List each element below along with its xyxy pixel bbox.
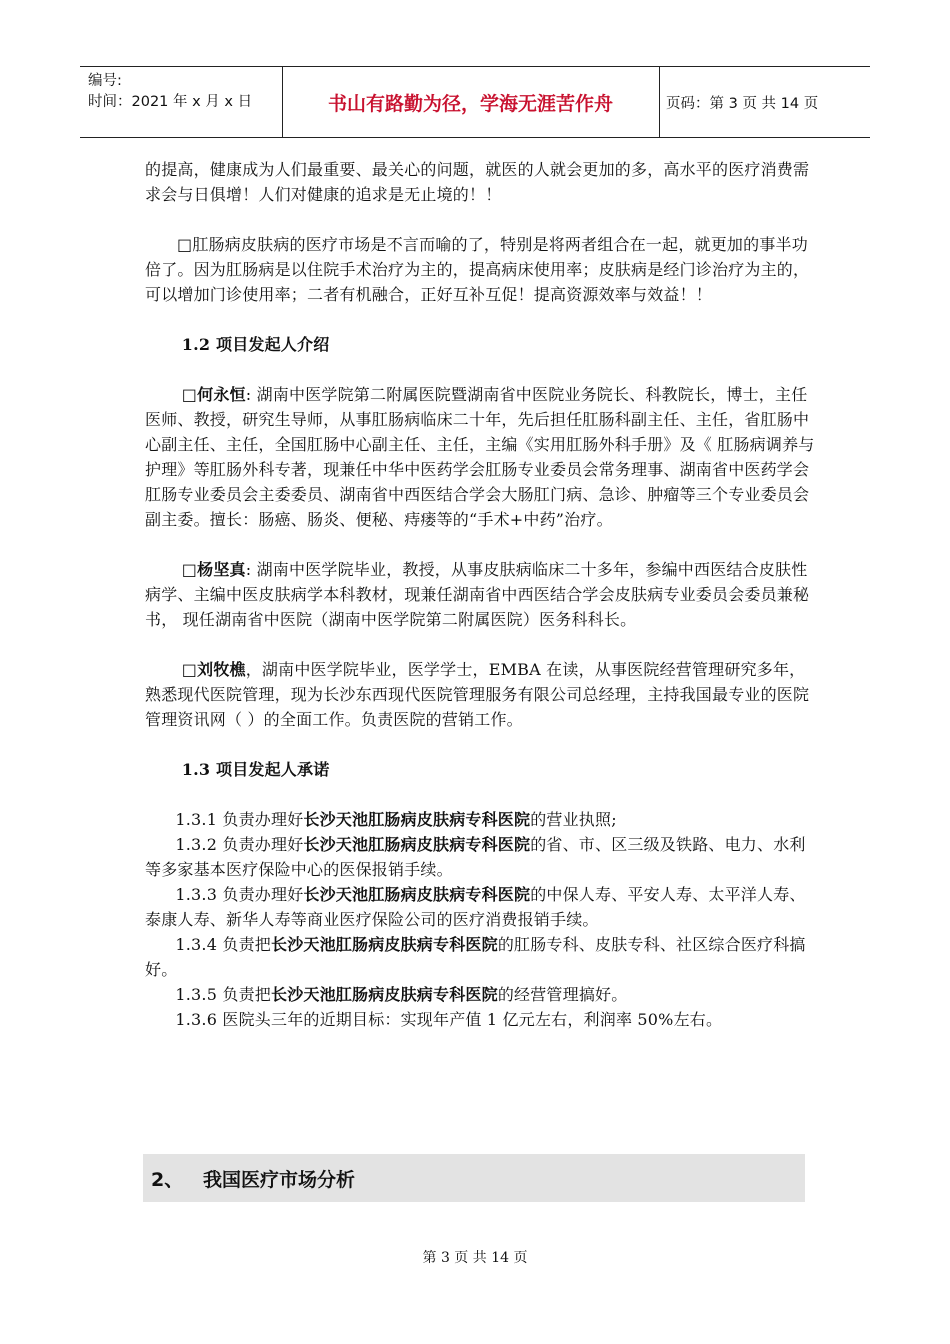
commitment-item: 1.3.2 负责办理好长沙天池肛肠病皮肤病专科医院的省、市、区三级及铁路、电力、水利等多家基本医疗保险中心的医保报销手续。 [145, 835, 806, 879]
section-heading-1-3: 1.3 项目发起人承诺 [181, 760, 330, 779]
header-motto: 书山有路勤为径，学海无涯苦作舟 [327, 92, 613, 115]
commitment-item: 1.3.1 负责办理好长沙天池肛肠病皮肤病专科医院的营业执照; [175, 810, 617, 829]
hospital-name: 长沙天池肛肠病皮肤病专科医院 [303, 810, 531, 829]
bio-name: □杨坚真 [181, 560, 246, 579]
page-header [80, 66, 870, 138]
commitment-item: 1.3.4 负责把长沙天池肛肠病皮肤病专科医院的肛肠专科、皮肤专科、社区综合医疗科搞好。 [145, 935, 806, 979]
bio-yang-jianzhen [145, 557, 815, 632]
section-title: 我国医疗市场分析 [203, 1168, 356, 1191]
header-time-label: 时间：2021 年 x 月 x 日 [88, 94, 253, 110]
bio-text: : 湖南中医学院第二附属医院暨湖南省中医院业务院长、科教院长，博士，主任医师、教授，研究生导师，从事肛肠病临床二十年，先后担任肛肠科副主任、主任，省肛肠中心副主任、主任，全国肛肠中心副主任、主任，主编《实用肛肠外科手册》及《 肛肠病调养与护理》等肛肠外科专著，现兼任中华中医药学会肛肠专业委员会常务理事、湖南省中医药学会肛肠专业委员会主委委员、湖南省中西医结合学会大肠肛门病、急诊、肿瘤等三个专业委员会副主委。擅长：肠癌、肠炎、便秘、痔瘘等的“手术+中药”治疗。 [145, 385, 815, 529]
header-divider [659, 67, 660, 137]
bio-name: □何永恒 [181, 385, 246, 404]
commitment-item: 1.3.3 负责办理好长沙天池肛肠病皮肤病专科医院的中保人寿、平安人寿、太平洋人寿、泰康人寿、新华人寿等商业医疗保险公司的医疗消费报销手续。 [145, 885, 806, 929]
hospital-name: 长沙天池肛肠病皮肤病专科医院 [271, 985, 498, 1004]
paragraph-health-demand: 的提高，健康成为人们最重要、最关心的问题，就医的人就会更加的多，高水平的医疗消费需求会与日俱增！人们对健康的追求是无止境的！！ [145, 160, 810, 204]
commitment-item: 1.3.5 负责把长沙天池肛肠病皮肤病专科医院的经营管理搞好。 [175, 985, 628, 1004]
bio-text: ，湖南中医学院毕业，医学学士，EMBA 在读，从事医院经营管理研究多年，熟悉现代医院管理，现为长沙东西现代医院管理服务有限公司总经理，主持我国最专业的医院管理资讯网（ ）的全面工作。负责医院的营销工作。 [145, 660, 810, 729]
bio-name: □刘牧樵 [181, 660, 246, 679]
paragraph-market: □肛肠病皮肤病的医疗市场是不言而喻的了，特别是将两者组合在一起，就更加的事半功倍了。因为肛肠病是以住院手术治疗为主的，提高病床使用率；皮肤病是经门诊治疗为主的，可以增加门诊使用率；二者有机融合，正好互补互促！提高资源效率与效益！！ [145, 235, 810, 304]
header-meta [88, 71, 252, 113]
bio-text: : 湖南中医学院毕业，教授，从事皮肤病临床二十多年，参编中西医结合皮肤性病学、主编中医皮肤病学本科教材，现兼任湖南省中西医结合学会皮肤病专业委员会委员兼秘书， 现任湖南省中医院（湖南中医学院第二附属医院）医务科科长。 [145, 560, 810, 629]
header-id-label: 编号: [88, 73, 122, 89]
section-heading-1-2: 1.2 项目发起人介绍 [181, 335, 330, 354]
document-body [145, 157, 815, 1032]
hospital-name: 长沙天池肛肠病皮肤病专科医院 [303, 885, 531, 904]
page-footer: 第 3 页 共 14 页 [422, 1250, 528, 1266]
section-heading-2 [143, 1154, 805, 1202]
commitment-item: 1.3.6 医院头三年的近期目标：实现年产值 1 亿元左右，利润率 50%左右。 [175, 1010, 723, 1029]
hospital-name: 长沙天池肛肠病皮肤病专科医院 [303, 835, 531, 854]
bio-he-yongheng [145, 382, 815, 532]
bio-liu-muqiao [145, 657, 815, 732]
header-page-label: 页码：第 3 页 共 14 页 [666, 95, 819, 112]
section-number: 2、 [151, 1168, 184, 1191]
hospital-name: 长沙天池肛肠病皮肤病专科医院 [271, 935, 498, 954]
